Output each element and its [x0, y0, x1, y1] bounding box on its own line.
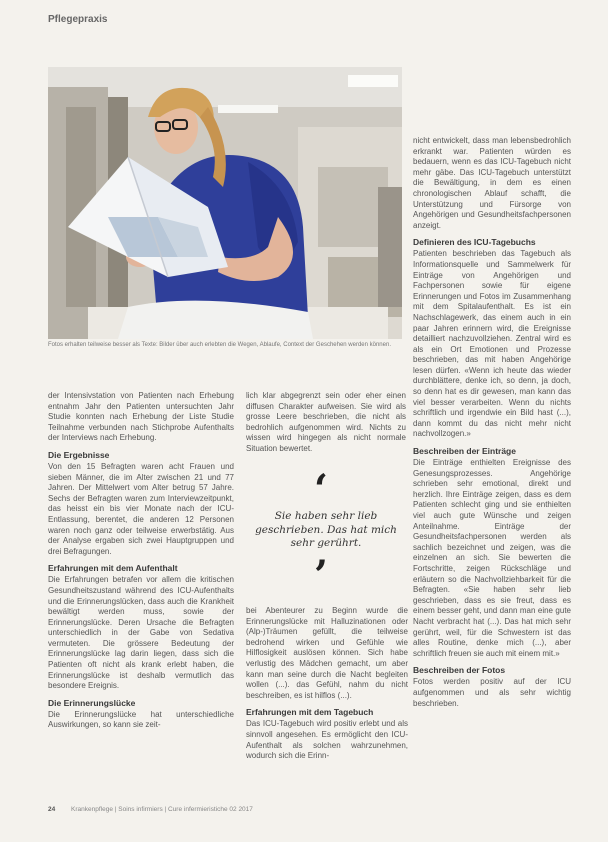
paragraph: lich klar abgegrenzt sein oder eher einen diffusen Charakter aufweisen. Sie wird als grosse Leere beschrieben, die nicht als bedrohlich aufgenommen wird. Nichts zu wissen wird hingegen als nicht normale Situation bewertet. — [246, 391, 406, 453]
paragraph: Die Erinnerungslücke hat unterschiedliche Auswirkungen, so kann sie zeit- — [48, 709, 234, 730]
photo-illustration — [48, 67, 402, 339]
paragraph: bei Abenteurer zu Beginn wurde die Erinnerungslücke mit Halluzinationen oder (Alp-)Träumen gefüllt, die teilweise bedrohend wirken und Gefühle wie Hilflosigkeit auslösen können. Sich habe verlustig des Mädchen gemacht, um aber kann man seine durch die Nacht begleiten wollen (...). das Gefühl, nahm du nicht beschreiben, es ist hilflos (...). — [246, 606, 408, 700]
heading-results: Die Ergebnisse — [48, 449, 110, 460]
paragraph: Fotos werden positiv auf der ICU aufgenommen und als sehr wichtig beschrieben. — [413, 677, 571, 708]
nurse-reading-photo — [48, 67, 402, 339]
heading-describe-entries: Beschreiben der Einträge — [413, 446, 516, 457]
paragraph: Von den 15 Befragten waren acht Frauen und sieben Männer, die im Alter zwischen 21 und 77 Jahren. Der Mittelwert vom Alter betrug 57 Jahre. Sechs der Befragten waren zum Interviewzeitpunkt, das heisst ein bis vier Monate nach der ICU-Entlassung, berentet, die anderen 12 Personen waren noch ganz oder teilweise erwerbstätig. Aus der Analyse ergaben sich zwei Hauptgruppen und drei Befragungen. — [48, 461, 234, 556]
text-column-left — [48, 391, 234, 731]
paragraph: Die Erfahrungen betrafen vor allem die kritischen Gesundheitszustand während des ICU-Aufenthalts und die Erinnerungslücken, dass auch die Krankheit bewältigt werden muss, sowie der Erinnerungslücke. Deren Ursache die Befragten unterschiedlich in der Gabe von Sedativa vermuteten. Die grössere Bedeutung der Erinnerungslücke lag darin liegen, dass sich die Patienten oft nicht als krank erlebt haben, die Erinnerungslücke ist deshalb vermutlich das besondere Ereignis. — [48, 575, 234, 691]
text-column-middle-top — [246, 391, 406, 455]
paragraph: Die Einträge enthielten Ereignisse des Genesungsprozesses. Angehörige schrieben sehr emotional, direkt und herzlich. Ihre Einträge zeigen, dass es dem Patienten schlecht ging und sie enthielten viel auch gute Wünsche und zeigen Anteilnahme. Einträge der Gesundheitsfachpersonen werden als sachlich bezeichnet und zeigen, was die einzelnen an sich. Sie bewerten die Fortschritte, zeigen Rückschläge und erläutern so die Nachvollziehbarkeit für die Befragten. «Sie haben sehr lieb geschrieben, dass es sie freut, dass es einem besser geht, und dann man eine gute Nacht verbracht hat (...). Das hat mich sehr gerührt, weil, für die Schwestern ist das alles Routine, denke mich (...), aber schriftlich freuen sie auch mit einem mit.» — [413, 458, 571, 658]
paragraph: Patienten beschrieben das Tagebuch als Informationsquelle und Sammelwerk für Einträge von Angehörigen und Fachpersonen sowie für eigene Erinnerungen und Fotos im Zusammenhang mit dem Spitalaufenthalt. Es ist ein Nachschlagewerk, das einem auch in ein paar Jahren erinnern wird, die Ereignisse detailliert nachzuvollziehen. Zentral wird es als ein Ort Emotionen und Prozesse beschrieben, das mit haben Angehörige lesen dürfen. «Wenn ich heute das wieder durchblättere, denke ich, so denn, ja doch, so denn hat es dir gewesen, man kann das viel besser verarbeiten. Wenn du nichts schriftlich und irgendwie ein Bild hast (...), dann kommt du das nicht mehr nicht nachvollzogen.» — [413, 249, 571, 439]
heading-memory-gap: Die Erinnerungslücke — [48, 697, 136, 708]
heading-describe-photos: Beschreiben der Fotos — [413, 665, 506, 676]
heading-diary-experiences: Erfahrungen mit dem Tagebuch — [246, 707, 374, 718]
page-number: 24 — [48, 806, 56, 813]
photo-caption: Fotos erhalten teilweise besser als Texte: Bilder über auch erlebten die Wegen, Ablaufe, Context der Geschehen werden können. — [48, 342, 391, 348]
paragraph: Das ICU-Tagebuch wird positiv erlebt und als sinnvoll angesehen. Es ermöglicht den ICU-Aufenthalt als solchen wahrzunehmen, wodurch sich die Erinn- — [246, 719, 408, 761]
page-footer — [48, 806, 568, 813]
open-quote-icon: ‘ — [314, 466, 328, 513]
journal-name: Krankenpflege | Soins infirmiers | Cure infermieristiche 02 2017 — [71, 806, 253, 813]
heading-define-diary: Definieren des ICU-Tagebuchs — [413, 237, 536, 248]
pull-quote — [246, 466, 406, 599]
text-column-right — [413, 136, 571, 709]
paragraph: nicht entwickelt, dass man lebensbedrohlich erkrankt war. Patienten würden es bedauern, wenn es das ICU-Tagebuch nicht mehr gäbe. Das ICU-Tagebuch unterstützt die Bewältigung, in dem es einen chronologischen Ablauf schafft, die Unterstützung und Fürsorge von Angehörigen und Gesundheitsfachpersonen anzeigt. — [413, 136, 571, 230]
section-label: Pflegepraxis — [48, 14, 108, 25]
close-quote-icon: ’ — [314, 552, 328, 599]
pull-quote-text: Sie haben sehr lieb geschrieben. Das hat mich sehr gerührt. — [255, 510, 397, 549]
heading-stay-experiences: Erfahrungen mit dem Aufenthalt — [48, 563, 178, 574]
paragraph: der Intensivstation von Patienten nach Erhebung entnahm Jahr den Patienten untersuchten Jahr Studie konnten nach Erhebung der Liste Studie Teilnahme verbunden nach Stichprobe Aufenthalts der Interviews nach Erhebung. — [48, 391, 234, 443]
text-column-middle-bottom — [246, 606, 408, 762]
